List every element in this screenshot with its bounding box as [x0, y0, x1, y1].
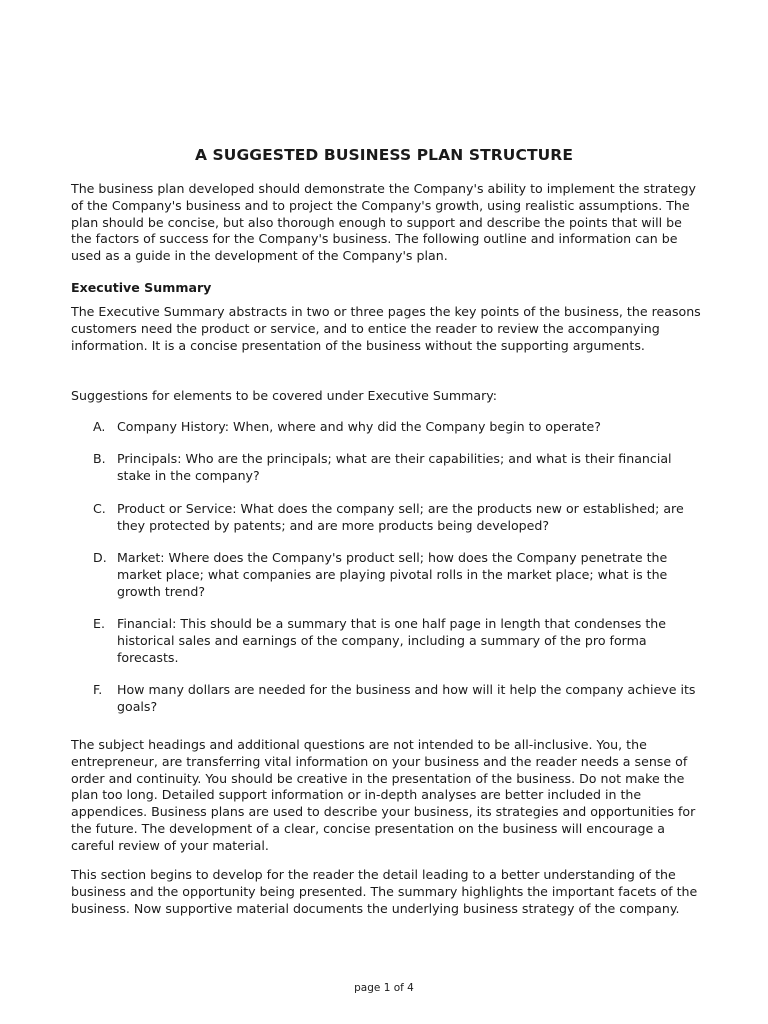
document-title: A SUGGESTED BUSINESS PLAN STRUCTURE [194, 146, 574, 164]
list-item [71, 501, 703, 535]
list-item-text: How many dollars are needed for the business and how will it help the company achieve its goals? [117, 682, 696, 714]
page-number: page 1 of 4 [354, 982, 414, 994]
list-marker: D. [93, 550, 107, 566]
list-marker: F. [93, 682, 103, 698]
list-item [71, 550, 703, 600]
list-item-text: Company History: When, where and why did the Company begin to operate? [117, 419, 601, 434]
intro-paragraph: The business plan developed should demonstrate the Company's ability to implement the strategy of the Company's business and to project the Company's growth, using realistic assumptions. The plan should be concise, but also thorough enough to support and describe the points that will be the factors of success for the Company's business. The following outline and information can be used as a guide in the development of the Company's plan. [71, 181, 696, 264]
list-item-text: Principals: Who are the principals; what are their capabilities; and what is their financial stake in the company? [117, 451, 672, 484]
list-item [71, 682, 703, 716]
closing-paragraph-1: The subject headings and additional questions are not intended to be all-inclusive. You, the entrepreneur, are transferring vital information on your business and the reader needs a sense of order and continuity. You should be creative in the presentation of the business. Do not make the plan too long. Detailed support information or in-depth analyses are better included in the appendices. Business plans are used to describe your business, its strategies and opportunities for the future. The development of a clear, concise presentation on the business will encourage a careful review of your material. [71, 737, 696, 853]
list-item-text: Product or Service: What does the company sell; are the products new or established; are they protected by patents; and are more products being developed? [117, 500, 684, 533]
executive-summary-paragraph: The Executive Summary abstracts in two or three pages the key points of the business, the reasons customers need the product or service, and to entice the reader to review the accompanying information. It is a concise presentation of the business without the supporting arguments. [71, 304, 701, 353]
list-item-text: Market: Where does the Company's product sell; how does the Company penetrate the market place; what companies are playing pivotal rolls in the market place; what is the growth trend? [117, 550, 668, 599]
list-marker: A. [93, 419, 106, 434]
list-marker: E. [93, 616, 105, 632]
list-item [71, 451, 703, 485]
list-item [71, 616, 703, 666]
suggestions-lead: Suggestions for elements to be covered under Executive Summary: [71, 388, 498, 403]
list-marker: C. [93, 500, 106, 516]
suggestions-list [71, 419, 703, 731]
closing-paragraph-2: This section begins to develop for the reader the detail leading to a better understanding of the business and the opportunity being presented. The summary highlights the important facets of the business. Now supportive material documents the underlying business strategy of the company. [71, 867, 698, 916]
section-heading-executive-summary: Executive Summary [71, 280, 212, 295]
list-marker: B. [93, 451, 106, 467]
list-item [71, 419, 703, 436]
list-item-text: Financial: This should be a summary that is one half page in length that condenses the historical sales and earnings of the company, including a summary of the pro forma forecasts. [117, 616, 667, 665]
